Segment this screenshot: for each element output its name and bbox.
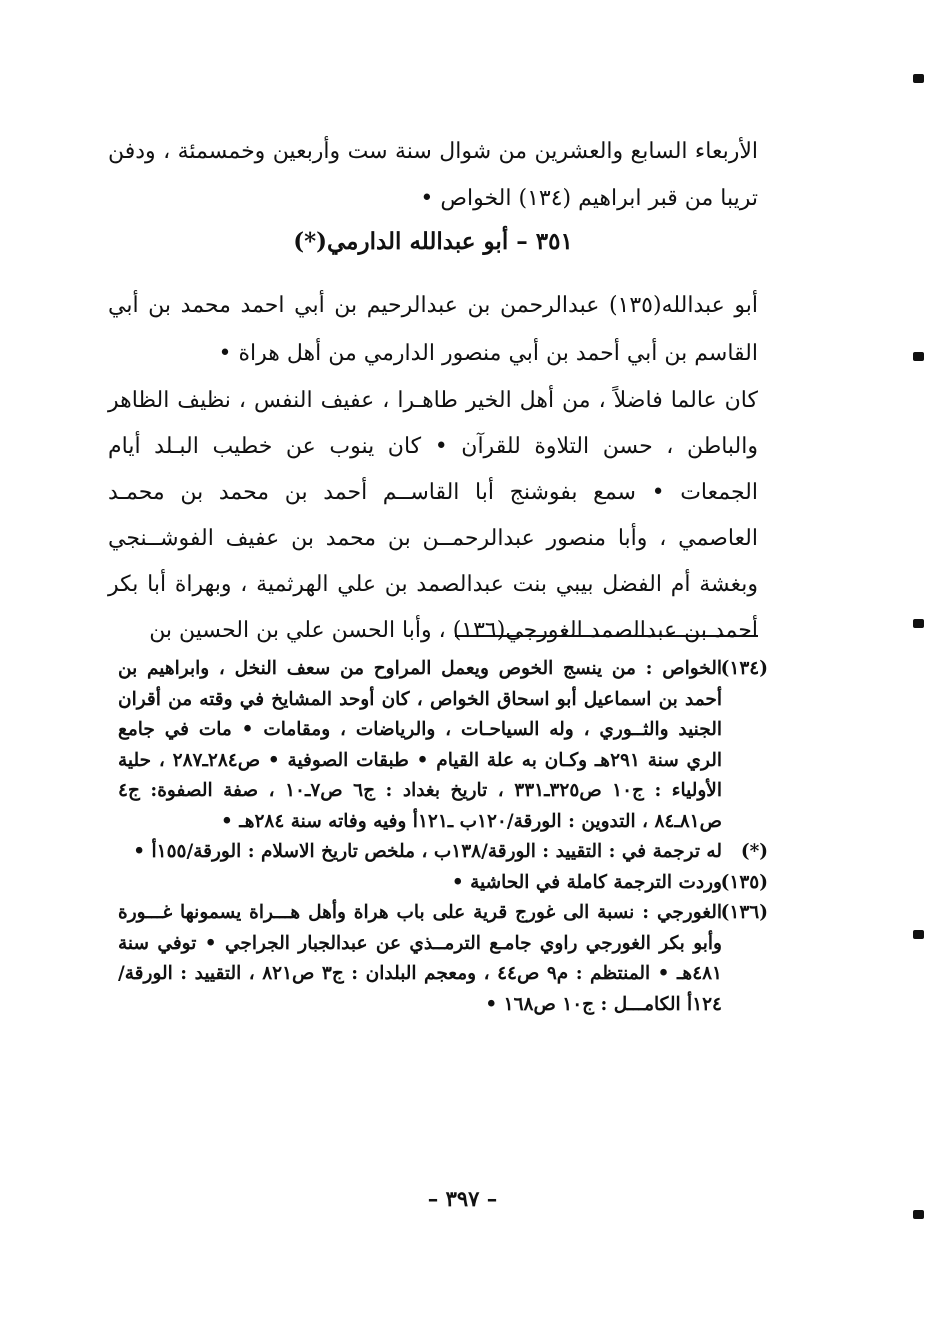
footnote-marker: (*) [740, 841, 768, 862]
footnote-marker: (١٣٥) [720, 871, 768, 893]
footnote-134 [118, 654, 768, 837]
footnote-text: الخواص : من ينسج الخوص ويعمل المراوح من سعف النخل ، وابراهيم بن أحمد بن اسماعيل أبو اسحاق الخواص ، كان أوحد المشايخ في وقته من أقران الجنيد والثــوري ، وله السياحـات ، والرياضات ، ومقامات • مات في جامع الري سنة ٢٩١هـ وكـان به علة القيام • طبقات الصوفية • ص٢٨٤ـ٢٨٧ ، حلية الأولياء : ج١٠ ص٣٢٥ـ٣٣١ ، تاريخ بغداد : ج٦ ص٧ـ١٠ ، صفة الصفوة: ج٤ ص٨١ـ٨٤ ، التدوين : الورقة/١٢٠ب ـ١٢١أ وفيه وفاته سنة ٢٨٤هـ • [118, 658, 722, 832]
biography-paragraph: كان عالما فاضلاً ، من أهل الخير طاهـرا ، عفيف النفس ، نظيف الظاهر والباطن ، حسن التلاوة للقرآن • كان ينوب عن خطيب البـلد أيام الجمعات • سمع بفوشنج أبا القاســم أحمد بن محمد بن محمـد العاصمي ، وأبا منصور عبدالرحمــن بن محمد بن عفيف الفوشــنجي وبغشة أم الفضل بيبي بنت عبدالصمد بن علي الهرثمية ، وبهراة أبا بكر أحمد بن عبدالصمد الغورجي(١٣٦) ، وأبا الحسن علي بن الحسين بن [108, 388, 758, 643]
entry-heading: ٣٥١ – أبو عبدالله الدارمي(*) [293, 228, 573, 255]
footnote-marker: (١٣٤) [720, 658, 768, 679]
intro-paragraph: الأربعاء السابع والعشرين من شوال سنة ست وأربعين وخمسمئة ، ودفن تريبا من قبر ابراهيم (١٣٤) الخواص • [108, 139, 758, 211]
binding-mark [913, 352, 924, 361]
binding-mark [913, 619, 924, 628]
footnote-135 [118, 868, 768, 899]
binding-mark [913, 1210, 924, 1219]
page-number: – ٣٩٧ – [427, 1186, 498, 1211]
name-paragraph: أبو عبدالله(١٣٥) عبدالرحمن بن عبدالرحيم بن أبي احمد محمد بن أبي القاسم بن أبي أحمد بن أبي منصور الدارمي من أهل هراة • [108, 293, 758, 366]
binding-mark [913, 74, 924, 83]
footnote-marker: (١٣٦) [720, 902, 768, 923]
footnotes [118, 654, 768, 1020]
footnote-136 [118, 898, 768, 1020]
footnote-text: له ترجمة في : التقييد : الورقة/١٣٨ب ، ملخص تاريخ الاسلام : الورقة/١٥٥أ • [133, 841, 722, 862]
footnote-text: الغورجي : نسبة الى غورج قرية على باب هراة وأهل هـــراة يسمونها غـــورة وأبو بكر الغورجي راوي جامـع الترمــذي عن عبدالجبار الجراجي • توفي سنة ٤٨١هـ • المنتظم : م٩ ص٤٤ ، ومعجم البلدان : ج٣ ص٨٢١ ، التقييد : الورقة/١٢٤أ الكامـــل : ج١٠ ص١٦٨ • [118, 902, 722, 1015]
footnote-star [118, 837, 768, 868]
binding-mark [913, 930, 924, 939]
footnote-divider [455, 635, 758, 637]
footnote-text: وردت الترجمة كاملة في الحاشية • [451, 871, 722, 893]
